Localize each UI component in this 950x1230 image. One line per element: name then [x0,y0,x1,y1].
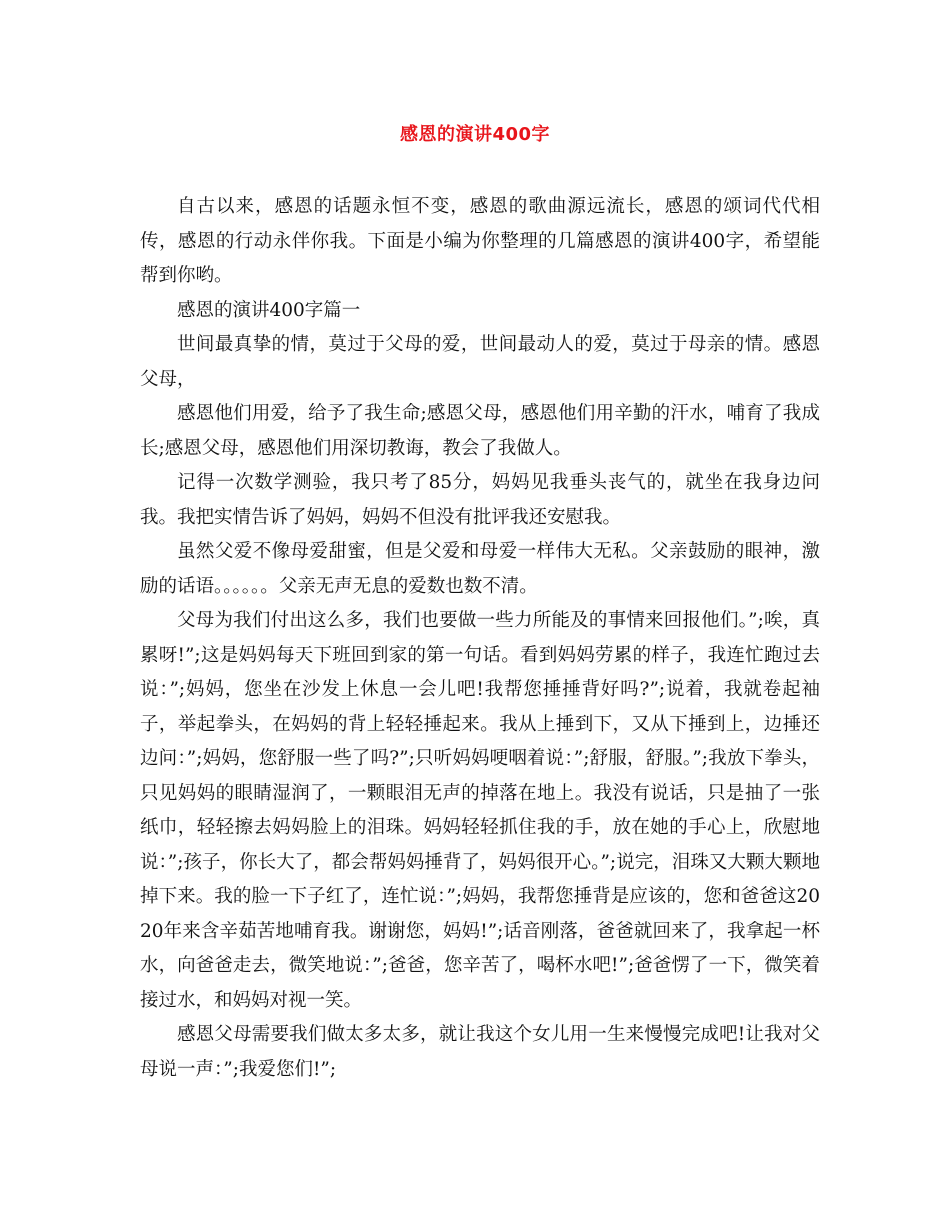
paragraph: 世间最真挚的情，莫过于父母的爱，世间最动人的爱，莫过于母亲的情。感恩父母， [140,334,820,390]
section-heading: 感恩的演讲400字篇一 [177,299,361,321]
paragraph: 记得一次数学测验，我只考了85分，妈妈见我垂头丧气的，就坐在我身边问我。我把实情告诉了妈妈，妈妈不但没有批评我还安慰我。 [140,472,820,528]
document-title: 感恩的演讲400字 [399,124,551,145]
paragraph: 父母为我们付出这么多，我们也要做一些力所能及的事情来回报他们。”;唉，真累呀!”;这是妈妈每天下班回到家的第一句话。看到妈妈劳累的样子，我连忙跑过去说：”;妈妈，您坐在沙发上休息一会儿吧!我帮您捶捶背好吗?”;说着，我就卷起袖子，举起拳头，在妈妈的背上轻轻捶起来。我从上捶到下，又从下捶到上，边捶还边问：”;妈妈，您舒服一些了吗?”;只听妈妈哽咽着说：”;舒服，舒服。”;我放下拳头，只见妈妈的眼睛湿润了，一颗眼泪无声的掉落在地上。我没有说话，只是抽了一张纸巾，轻轻擦去妈妈脸上的泪珠。妈妈轻轻抓住我的手，放在她的手心上，欣慰地说：”;孩子，你长大了，都会帮妈妈捶背了，妈妈很开心。”;说完，泪珠又大颗大颗地掉下来。我的脸一下子红了，连忙说：”;妈妈，我帮您捶背是应该的，您和爸爸这2020年来含辛茹苦地哺育我。谢谢您，妈妈!”;话音刚落，爸爸就回来了，我拿起一杯水，向爸爸走去，微笑地说：”;爸爸，您辛苦了，喝杯水吧!”;爸爸愣了一下，微笑着接过水，和妈妈对视一笑。 [140,610,820,1011]
document-body [140,190,820,1087]
paragraph-intro: 自古以来，感恩的话题永恒不变，感恩的歌曲源远流长，感恩的颂词代代相传，感恩的行动永伴你我。下面是小编为你整理的几篇感恩的演讲400字，希望能帮到你哟。 [140,196,820,286]
paragraph: 感恩他们用爱，给予了我生命;感恩父母，感恩他们用辛勤的汗水，哺育了我成长;感恩父母，感恩他们用深切教诲，教会了我做人。 [140,403,820,459]
paragraph: 感恩父母需要我们做太多太多，就让我这个女儿用一生来慢慢完成吧!让我对父母说一声：”;我爱您们!”; [140,1024,820,1080]
paragraph: 虽然父爱不像母爱甜蜜，但是父爱和母爱一样伟大无私。父亲鼓励的眼神，激励的话语。。。。。。父亲无声无息的爱数也数不清。 [140,541,820,597]
